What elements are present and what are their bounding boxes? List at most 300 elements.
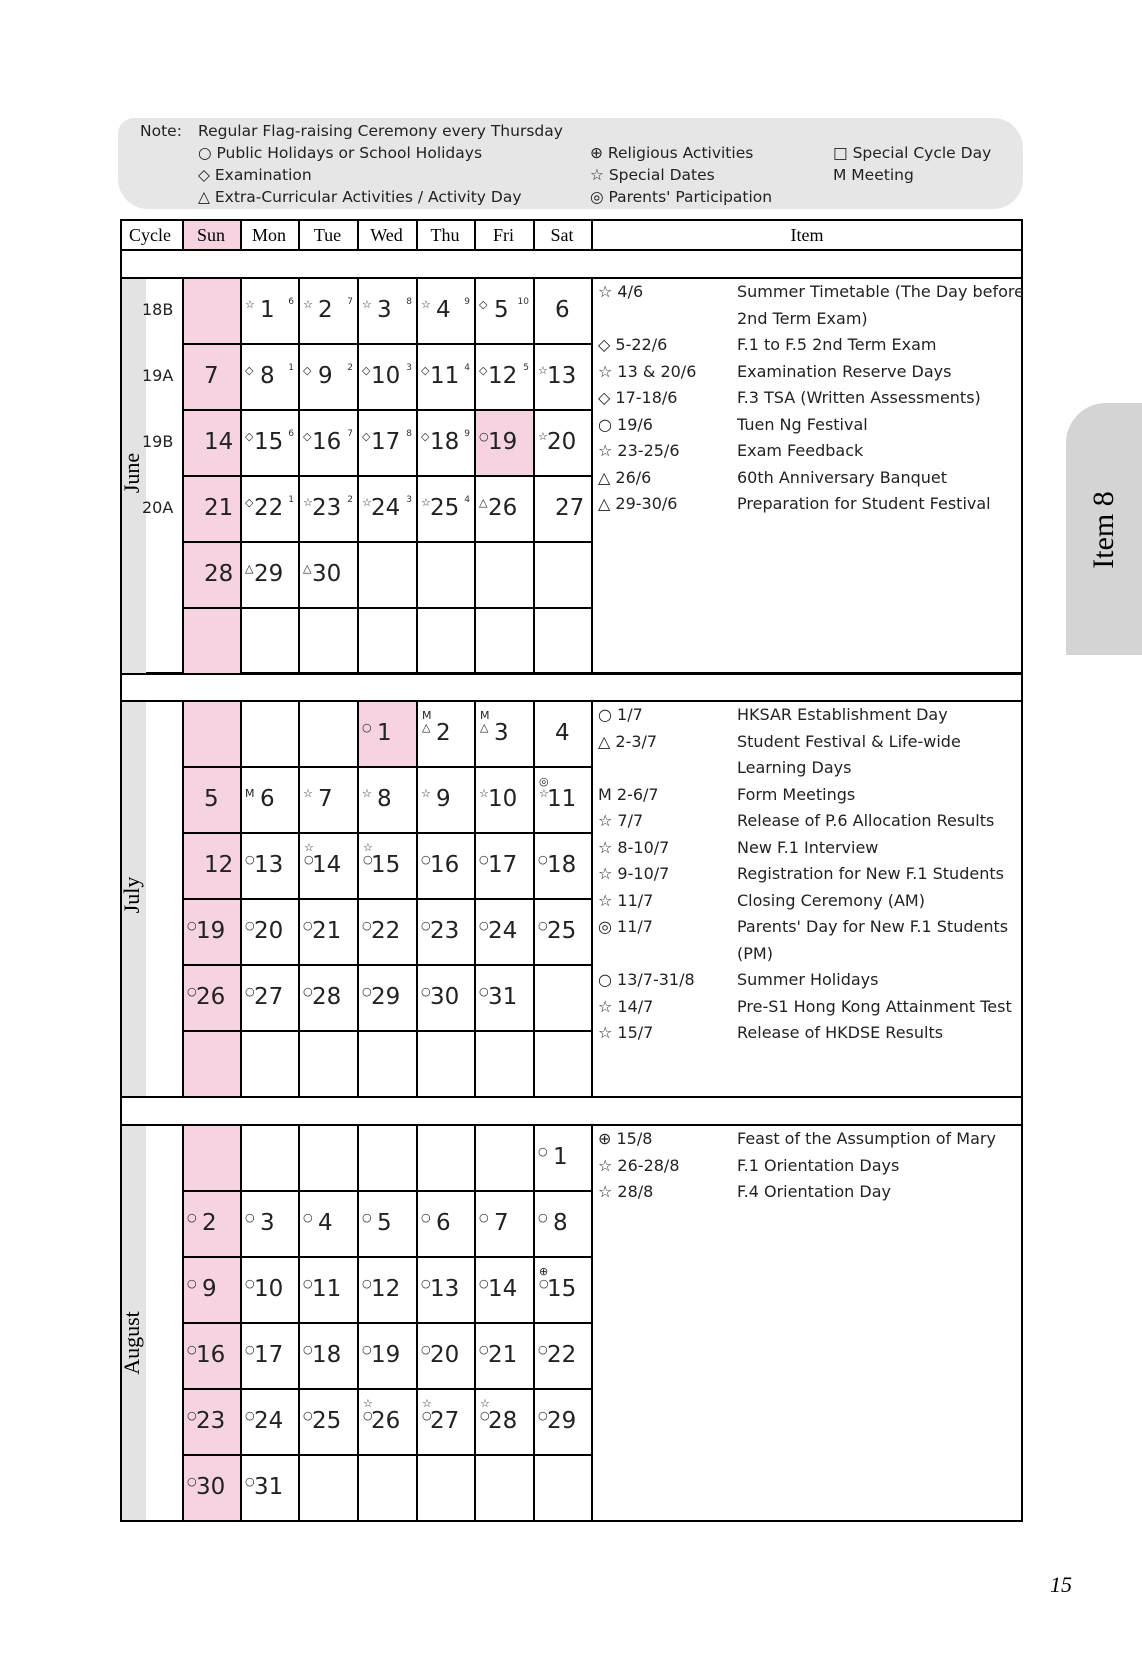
- day-cell: [300, 768, 357, 832]
- day-symbol: ○: [479, 853, 489, 866]
- day-number: 19: [371, 1342, 401, 1368]
- day-cell: [476, 900, 533, 964]
- cycle-day-number: 10: [517, 297, 529, 307]
- day-number: 10: [371, 363, 401, 389]
- day-symbol: ○: [479, 919, 489, 932]
- day-symbol: ○: [538, 1145, 548, 1158]
- day-cell: [418, 1390, 474, 1454]
- day-cell: [359, 1192, 416, 1256]
- event-item: Feast of the Assumption of Mary: [737, 1129, 996, 1148]
- day-symbol: ☆: [303, 787, 313, 800]
- day-cell: [242, 411, 298, 475]
- event-item: (PM): [737, 943, 773, 963]
- day-cell: [359, 966, 416, 1030]
- day-number: 14: [312, 852, 342, 878]
- day-cell: [184, 1390, 240, 1454]
- day-cell: [184, 1456, 240, 1520]
- day-symbol: ◇: [479, 364, 488, 377]
- day-number: 5: [494, 297, 509, 323]
- day-number: 31: [488, 984, 518, 1010]
- day-number: 23: [312, 495, 342, 521]
- day-cell: [242, 279, 298, 343]
- day-symbol: ○: [538, 1343, 548, 1356]
- day-number: 10: [488, 786, 518, 812]
- header-cycle: Cycle: [129, 225, 171, 245]
- day-symbol: ○: [303, 1343, 313, 1356]
- day-cell: [300, 900, 357, 964]
- day-cell: [300, 279, 357, 343]
- day-number: 26: [196, 984, 226, 1010]
- day-symbol: ○: [479, 1277, 489, 1290]
- day-number: 8: [260, 363, 275, 389]
- day-symbol: ☆: [421, 298, 431, 311]
- day-symbol: ○: [245, 853, 255, 866]
- day-symbol: △: [303, 562, 312, 575]
- day-symbol: ○: [245, 1475, 255, 1488]
- day-symbol: M △: [422, 709, 432, 734]
- day-number: 28: [312, 984, 342, 1010]
- cycle-day-number: 8: [406, 297, 412, 307]
- day-symbol: ○: [421, 853, 431, 866]
- day-number: 25: [547, 918, 577, 944]
- cycle-day-number: 4: [464, 495, 470, 505]
- note-label: Note:: [140, 122, 182, 140]
- day-symbol: ☆: [421, 496, 431, 509]
- day-cell: [242, 1192, 298, 1256]
- event-item: F.4 Orientation Day: [737, 1182, 891, 1201]
- day-cell: [184, 1324, 240, 1388]
- cycle-day-number: 7: [347, 429, 353, 439]
- day-number: 2: [318, 297, 333, 323]
- day-symbol: ☆: [421, 787, 431, 800]
- cycle-day-number: 9: [464, 429, 470, 439]
- day-symbol: ☆: [538, 430, 548, 443]
- cycle-day-number: 6: [288, 429, 294, 439]
- day-number: 16: [430, 852, 460, 878]
- event-item: Release of HKDSE Results: [737, 1023, 944, 1042]
- day-symbol: ☆: [303, 298, 313, 311]
- day-number: 19: [196, 918, 226, 944]
- day-cell: [418, 1192, 474, 1256]
- day-cell: [535, 900, 591, 964]
- day-number: 21: [312, 918, 342, 944]
- legend-eca: △ Extra-Curricular Activities / Activity Day: [198, 188, 522, 206]
- day-cell: [359, 702, 416, 766]
- header-sun: Sun: [196, 225, 225, 245]
- day-symbol: ○: [245, 1343, 255, 1356]
- day-number: 11: [430, 363, 460, 389]
- cycle-day-number: 3: [406, 495, 412, 505]
- day-cell: [476, 345, 533, 409]
- day-number: 6: [260, 786, 275, 812]
- event-item: F.3 TSA (Written Assessments): [737, 388, 981, 407]
- cycle-day-number: 1: [288, 363, 294, 373]
- day-symbol: ☆ ○: [304, 841, 314, 866]
- day-number: 14: [204, 429, 234, 455]
- day-cell: [300, 966, 357, 1030]
- day-symbol: ◇: [303, 430, 312, 443]
- day-symbol: M: [245, 787, 255, 800]
- event-date: ☆ 15/7: [598, 1023, 654, 1042]
- event-item: Release of P.6 Allocation Results: [737, 811, 995, 830]
- event-item: Examination Reserve Days: [737, 361, 952, 381]
- day-number: 6: [436, 1210, 451, 1236]
- day-number: 16: [196, 1342, 226, 1368]
- day-cell: [418, 1324, 474, 1388]
- day-symbol: ◇: [479, 298, 488, 311]
- day-cell: [476, 1324, 533, 1388]
- day-symbol: ☆: [362, 496, 372, 509]
- day-cell: [476, 1192, 533, 1256]
- day-number: 13: [547, 363, 577, 389]
- day-cell: [359, 345, 416, 409]
- day-cell: [184, 345, 240, 409]
- day-number: 4: [436, 297, 451, 323]
- event-date: ☆ 28/8: [598, 1182, 654, 1201]
- day-symbol: ☆ ○: [363, 841, 373, 866]
- event-date: △ 26/6: [598, 467, 652, 487]
- day-number: 7: [318, 786, 333, 812]
- day-cell: [184, 768, 240, 832]
- day-symbol: ◇: [245, 364, 254, 377]
- day-cell: [476, 1258, 533, 1322]
- day-number: 9: [318, 363, 333, 389]
- day-number: 2: [436, 720, 451, 746]
- event-item: Closing Ceremony (AM): [737, 890, 925, 910]
- day-number: 11: [312, 1276, 342, 1302]
- cycle-day-number: 2: [347, 495, 353, 505]
- day-symbol: ○: [187, 1475, 197, 1488]
- day-number: 20: [430, 1342, 460, 1368]
- legend-parents: ◎ Parents' Participation: [590, 188, 773, 206]
- day-symbol: ○: [538, 1211, 548, 1224]
- day-cell: [242, 1324, 298, 1388]
- day-number: 20: [547, 429, 577, 455]
- day-cell: [242, 1456, 298, 1520]
- day-cell: [242, 1390, 298, 1454]
- day-number: 22: [547, 1342, 577, 1368]
- day-cell: [535, 279, 591, 343]
- day-symbol: ○: [362, 919, 372, 932]
- day-number: 21: [488, 1342, 518, 1368]
- day-number: 1: [260, 297, 275, 323]
- day-number: 6: [555, 297, 570, 323]
- page-number: 15: [1050, 1572, 1072, 1597]
- day-cell: [535, 1390, 591, 1454]
- event-date: ☆ 7/7: [598, 811, 644, 830]
- day-number: 2: [202, 1210, 217, 1236]
- day-symbol: ○: [245, 1277, 255, 1290]
- day-number: 5: [204, 786, 219, 812]
- day-number: 24: [254, 1408, 284, 1434]
- day-cell: [535, 1258, 591, 1322]
- cycle-day-number: 8: [406, 429, 412, 439]
- header-thu: Thu: [430, 225, 460, 245]
- day-number: 14: [488, 1276, 518, 1302]
- cycle-label: 19B: [142, 432, 174, 451]
- day-symbol: ○: [362, 1211, 372, 1224]
- day-symbol: ☆: [245, 298, 255, 311]
- day-number: 30: [312, 561, 342, 587]
- day-symbol: ○: [187, 1409, 197, 1422]
- legend-cycle-day: □ Special Cycle Day: [833, 144, 992, 162]
- day-symbol: ○: [303, 985, 313, 998]
- day-number: 4: [555, 720, 570, 746]
- day-cell: [184, 1258, 240, 1322]
- month-label-august: August: [119, 1311, 144, 1375]
- day-cell: [359, 900, 416, 964]
- event-item: Tuen Ng Festival: [737, 414, 868, 434]
- event-date: ☆ 11/7: [598, 890, 654, 910]
- day-number: 18: [312, 1342, 342, 1368]
- cycle-day-number: 7: [347, 297, 353, 307]
- day-number: 28: [204, 561, 234, 587]
- day-cell: [184, 900, 240, 964]
- cycle-day-number: 4: [464, 363, 470, 373]
- event-item: Exam Feedback: [737, 441, 864, 460]
- day-cell: [359, 1324, 416, 1388]
- legend-special: ☆ Special Dates: [590, 166, 715, 184]
- day-cell: [476, 702, 533, 766]
- event-date: ○ 19/6: [598, 414, 653, 434]
- event-item: F.1 to F.5 2nd Term Exam: [737, 335, 937, 354]
- day-symbol: ○: [245, 1409, 255, 1422]
- day-symbol: ○: [421, 1343, 431, 1356]
- day-number: 22: [371, 918, 401, 944]
- day-symbol: ◇: [245, 430, 254, 443]
- day-symbol: ○: [362, 1343, 372, 1356]
- event-date: ☆ 13 & 20/6: [598, 361, 697, 381]
- day-symbol: ○: [421, 1211, 431, 1224]
- day-number: 8: [553, 1210, 568, 1236]
- day-number: 27: [254, 984, 284, 1010]
- event-date: ◇ 17-18/6: [598, 388, 678, 407]
- day-number: 15: [371, 852, 401, 878]
- day-number: 15: [547, 1276, 577, 1302]
- day-symbol: ○: [187, 1277, 197, 1290]
- event-item: 60th Anniversary Banquet: [737, 467, 948, 487]
- day-symbol: ☆ ○: [363, 1397, 373, 1422]
- day-number: 3: [494, 720, 509, 746]
- day-cell: [535, 768, 591, 832]
- day-cell: [242, 345, 298, 409]
- header-item: Item: [790, 225, 824, 245]
- day-number: 11: [547, 786, 577, 812]
- day-cell: [242, 477, 298, 541]
- day-symbol: ○: [303, 919, 313, 932]
- cycle-label: 18B: [142, 300, 174, 319]
- day-cell: [359, 411, 416, 475]
- day-cell: [418, 477, 474, 541]
- day-number: 10: [254, 1276, 284, 1302]
- day-symbol: ☆: [538, 364, 548, 377]
- day-cell: [476, 834, 533, 898]
- day-cell: [300, 1192, 357, 1256]
- day-cell: [300, 411, 357, 475]
- day-number: 30: [196, 1474, 226, 1500]
- header-wed: Wed: [370, 225, 403, 245]
- day-symbol: △: [245, 562, 254, 575]
- day-symbol: ◎ ☆: [539, 775, 549, 800]
- day-cell: [300, 477, 357, 541]
- day-number: 28: [488, 1408, 518, 1434]
- day-cell: [418, 702, 474, 766]
- day-symbol: ○: [421, 1277, 431, 1290]
- day-cell: [184, 477, 240, 541]
- day-number: 18: [547, 852, 577, 878]
- day-cell: [184, 834, 240, 898]
- day-number: 17: [371, 429, 401, 455]
- day-number: 19: [488, 429, 518, 455]
- day-number: 4: [318, 1210, 333, 1236]
- event-date: ☆ 26-28/8: [598, 1155, 680, 1175]
- day-number: 5: [377, 1210, 392, 1236]
- day-symbol: ○: [362, 985, 372, 998]
- event-item: Summer Timetable (The Day before: [737, 282, 1024, 301]
- header-sat: Sat: [550, 225, 574, 245]
- day-cell: [418, 1258, 474, 1322]
- day-cell: [359, 1258, 416, 1322]
- day-symbol: ⊕ ○: [539, 1265, 549, 1290]
- event-date: ◎ 11/7: [598, 917, 653, 936]
- month-label-july: July: [119, 876, 144, 914]
- day-cell: [476, 966, 533, 1030]
- event-item: Form Meetings: [737, 784, 856, 804]
- event-date: ☆ 9-10/7: [598, 864, 670, 883]
- day-symbol: ○: [421, 919, 431, 932]
- event-item: HKSAR Establishment Day: [737, 705, 948, 724]
- event-date: ○ 13/7-31/8: [598, 970, 695, 989]
- day-number: 16: [312, 429, 342, 455]
- event-item: F.1 Orientation Days: [737, 1155, 900, 1175]
- day-symbol: ◇: [421, 430, 430, 443]
- day-symbol: ○: [538, 1409, 548, 1422]
- event-date: ◇ 5-22/6: [598, 335, 668, 354]
- side-tab-label: Item 8: [1087, 491, 1120, 569]
- day-number: 23: [196, 1408, 226, 1434]
- day-cell: [535, 477, 591, 541]
- legend-exam: ◇ Examination: [198, 166, 312, 184]
- day-symbol: ○: [187, 985, 197, 998]
- day-number: 17: [254, 1342, 284, 1368]
- day-number: 27: [430, 1408, 460, 1434]
- day-number: 7: [204, 363, 219, 389]
- event-date: M 2-6/7: [598, 784, 659, 804]
- day-number: 24: [371, 495, 401, 521]
- event-date: ☆ 8-10/7: [598, 837, 670, 857]
- day-cell: [476, 279, 533, 343]
- event-item: Summer Holidays: [737, 970, 879, 989]
- legend-holiday: ○ Public Holidays or School Holidays: [198, 144, 483, 162]
- day-symbol: ○: [479, 430, 489, 443]
- day-cell: [300, 1390, 357, 1454]
- day-number: 12: [371, 1276, 401, 1302]
- day-symbol: ○: [187, 1211, 197, 1224]
- legend-flag-raising: Regular Flag-raising Ceremony every Thursday: [198, 122, 563, 140]
- header-tue: Tue: [313, 225, 342, 245]
- event-date: ☆ 23-25/6: [598, 441, 680, 460]
- day-number: 1: [553, 1144, 568, 1170]
- cycle-day-number: 9: [464, 297, 470, 307]
- day-number: 25: [430, 495, 460, 521]
- day-cell: [418, 279, 474, 343]
- event-item: Student Festival & Life-wide: [737, 731, 961, 751]
- day-symbol: ◇: [362, 364, 371, 377]
- day-cell: [184, 966, 240, 1030]
- day-number: 20: [254, 918, 284, 944]
- day-cell: [418, 768, 474, 832]
- day-cell: [300, 543, 357, 607]
- day-cell: [535, 1192, 591, 1256]
- day-symbol: ○: [303, 1277, 313, 1290]
- day-cell: [418, 966, 474, 1030]
- day-symbol: ○: [538, 853, 548, 866]
- event-item: 2nd Term Exam): [737, 308, 868, 328]
- day-cell: [418, 345, 474, 409]
- day-cell: [300, 1324, 357, 1388]
- event-date: ⊕ 15/8: [598, 1129, 653, 1148]
- day-symbol: ○: [362, 721, 372, 734]
- day-cell: [418, 900, 474, 964]
- day-cell: [535, 702, 591, 766]
- legend-religious: ⊕ Religious Activities: [590, 144, 754, 162]
- day-symbol: ☆: [362, 787, 372, 800]
- day-cell: [535, 1126, 591, 1190]
- day-number: 13: [254, 852, 284, 878]
- event-date: △ 2-3/7: [598, 731, 658, 751]
- day-number: 8: [377, 786, 392, 812]
- day-cell: [242, 768, 298, 832]
- day-symbol: ◇: [303, 364, 312, 377]
- day-number: 3: [377, 297, 392, 323]
- day-number: 13: [430, 1276, 460, 1302]
- cycle-label: 20A: [142, 498, 174, 517]
- event-item: New F.1 Interview: [737, 837, 879, 857]
- day-symbol: ○: [245, 919, 255, 932]
- cycle-day-number: 2: [347, 363, 353, 373]
- day-number: 15: [254, 429, 284, 455]
- month-label-june: June: [119, 452, 144, 494]
- event-item: Parents' Day for New F.1 Students: [737, 917, 1009, 936]
- day-cell: [418, 834, 474, 898]
- cycle-day-number: 5: [523, 363, 529, 373]
- cycle-day-number: 3: [406, 363, 412, 373]
- day-cell: [359, 477, 416, 541]
- day-cell: [242, 966, 298, 1030]
- day-cell: [359, 768, 416, 832]
- day-cell: [359, 1390, 416, 1454]
- day-cell: [184, 543, 240, 607]
- day-number: 12: [204, 852, 234, 878]
- day-number: 25: [312, 1408, 342, 1434]
- event-item: Preparation for Student Festival: [737, 494, 991, 513]
- day-symbol: ○: [303, 1211, 313, 1224]
- cycle-day-number: 1: [288, 495, 294, 505]
- day-symbol: ○: [187, 919, 197, 932]
- event-item: Pre-S1 Hong Kong Attainment Test: [737, 996, 1012, 1016]
- day-number: 18: [430, 429, 460, 455]
- day-cell: [184, 411, 240, 475]
- day-symbol: ☆ ○: [480, 1397, 490, 1422]
- day-number: 1: [377, 720, 392, 746]
- day-symbol: M △: [480, 709, 490, 734]
- day-number: 24: [488, 918, 518, 944]
- day-symbol: ○: [245, 1211, 255, 1224]
- day-number: 9: [436, 786, 451, 812]
- event-date: ○ 1/7: [598, 705, 643, 724]
- day-cell: [184, 1192, 240, 1256]
- event-item: Registration for New F.1 Students: [737, 864, 1004, 883]
